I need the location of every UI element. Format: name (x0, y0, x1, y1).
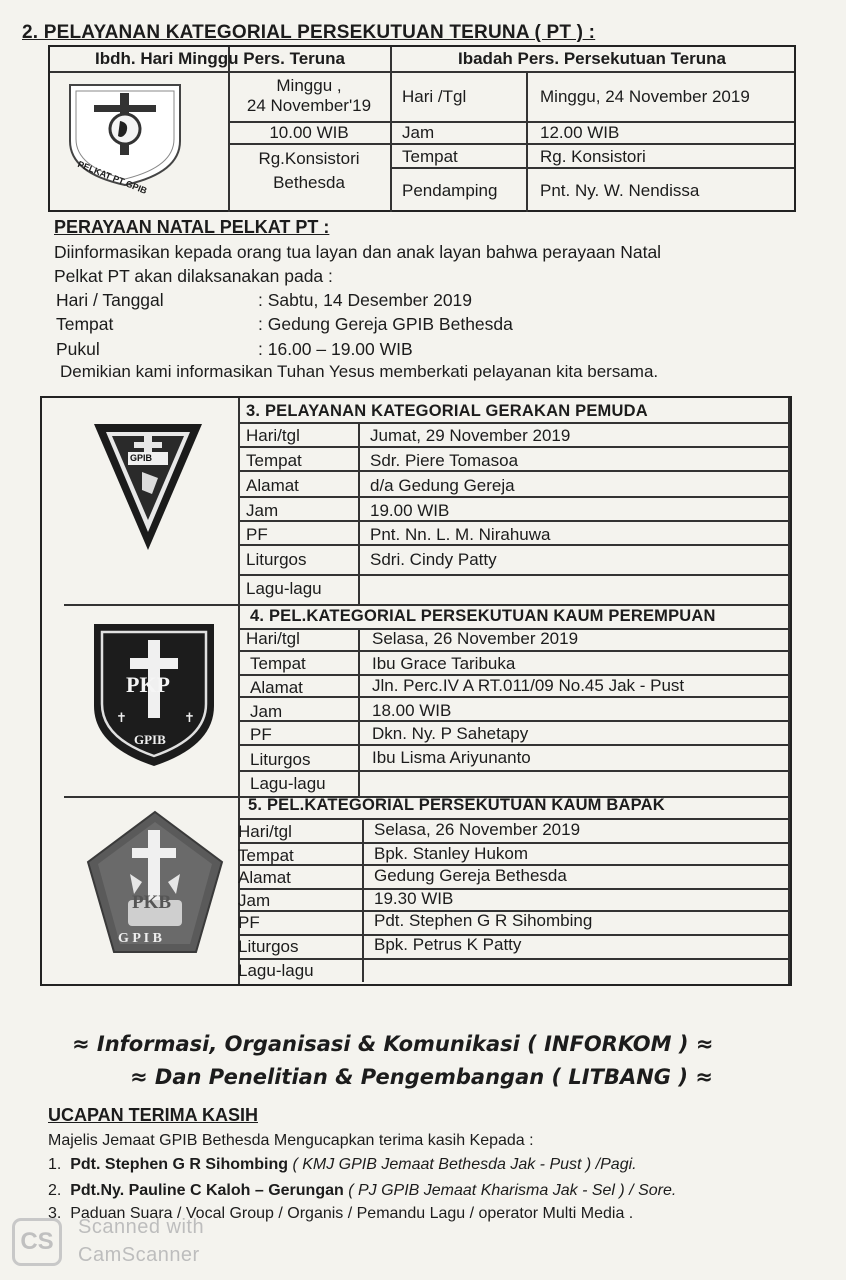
natal-heading: PERAYAAN NATAL PELKAT PT : (54, 217, 330, 237)
gp-row-label: Liturgos (246, 550, 307, 569)
pkb-row-value: Bpk. Stanley Hukom (374, 844, 529, 863)
gp-row-value: d/a Gedung Gereja (370, 476, 515, 495)
pkb-row-label: Tempat (238, 846, 294, 865)
thanks-item (48, 1182, 676, 1200)
pt-minggu-time: 10.00 WIB (269, 123, 349, 142)
natal-row-label: Pukul (56, 339, 100, 359)
inforkom-line2: ≈ Dan Penelitian & Pengembangan ( LITBANG ) ≈ (130, 1065, 713, 1089)
gp-row-label: Jam (246, 501, 279, 520)
pkp-row-value: Dkn. Ny. P Sahetapy (372, 724, 529, 743)
pt-heading: 2. PELAYANAN KATEGORIAL PERSEKUTUAN TERUNA ( PT ) : (22, 22, 596, 43)
pt-minggu-place-line2: Bethesda (273, 173, 345, 192)
pt-minggu-date (228, 76, 390, 116)
pkp-logo-text: PKP (126, 672, 170, 697)
pt-row-label: Pendamping (402, 181, 498, 200)
gp-row-label: Lagu-lagu (246, 579, 322, 598)
pkp-row-label: Liturgos (250, 750, 311, 769)
thanks-item-name: Pdt. Stephen G R Sihombing (70, 1156, 289, 1173)
thanks-item-num: 2. (48, 1182, 62, 1199)
watermark-line2: CamScanner (78, 1244, 200, 1266)
pkb-row-value: Selasa, 26 November 2019 (374, 820, 581, 839)
gerakan-pemuda-logo-icon (92, 420, 204, 552)
pkp-heading: 4. PEL.KATEGORIAL PERSEKUTUAN KAUM PEREMPUAN (250, 607, 716, 625)
pkp-logo-sub: GPIB (134, 732, 166, 747)
natal-intro-line2: Pelkat PT akan dilaksanakan pada : (54, 266, 333, 286)
gp-row-value: Sdr. Piere Tomasoa (370, 451, 519, 470)
pkp-row-label: Jam (250, 702, 283, 721)
pt-table (48, 45, 796, 212)
pkp-row-value: Jln. Perc.IV A RT.011/09 No.45 Jak - Pust (372, 676, 685, 695)
natal-row-value: : Sabtu, 14 Desember 2019 (258, 290, 473, 310)
pt-row-label: Tempat (402, 147, 458, 166)
pkp-row-value: Ibu Lisma Ariyunanto (372, 748, 531, 767)
pt-row-value: 12.00 WIB (540, 123, 620, 142)
pt-minggu-date-line2: 24 November'19 (246, 96, 372, 115)
thanks-item-num: 3. (48, 1205, 62, 1222)
pkb-row-label: Hari/tgl (238, 822, 292, 841)
gp-row-label: Tempat (246, 451, 302, 470)
svg-text:✝: ✝ (184, 710, 195, 725)
pt-row-label: Jam (402, 123, 435, 142)
natal-row-label: Hari / Tanggal (56, 290, 164, 310)
thanks-intro: Majelis Jemaat GPIB Bethesda Mengucapkan terima kasih Kepada : (48, 1132, 534, 1149)
inforkom-line1: ≈ Informasi, Organisasi & Komunikasi ( INFORKOM ) ≈ (72, 1032, 714, 1056)
pkb-row-value: 19.30 WIB (374, 889, 454, 908)
gp-row-label: Hari/tgl (246, 426, 300, 445)
svg-text:✝: ✝ (116, 710, 127, 725)
thanks-item (48, 1156, 637, 1174)
thanks-item-role: ( KMJ GPIB Jemaat Bethesda Jak - Pust ) /Pagi. (288, 1156, 637, 1173)
thanks-item-name: Pdt.Ny. Pauline C Kaloh – Gerungan (70, 1182, 344, 1199)
pt-row-label: Hari /Tgl (402, 87, 467, 106)
pt-minggu-place (228, 147, 390, 195)
pkb-row-value: Pdt. Stephen G R Sihombing (374, 911, 593, 930)
thanks-item-num: 1. (48, 1156, 62, 1173)
pt-left-header: Ibdh. Hari Minggu Pers. Teruna (95, 49, 345, 68)
pkb-row-label: Lagu-lagu (238, 961, 314, 980)
gp-row-label: Alamat (246, 476, 299, 495)
pt-row-value: Minggu, 24 November 2019 (540, 87, 750, 106)
thanks-item-role: ( PJ GPIB Jemaat Kharisma Jak - Sel ) / Sore. (343, 1182, 677, 1199)
pkp-row-value: Selasa, 26 November 2019 (372, 629, 579, 648)
pkb-row-value: Bpk. Petrus K Patty (374, 935, 522, 954)
pt-row-value: Rg. Konsistori (540, 147, 646, 166)
camscanner-logo-icon: CS (12, 1218, 62, 1266)
gp-logo-text: GPIB (130, 453, 153, 463)
pkb-heading: 5. PEL.KATEGORIAL PERSEKUTUAN KAUM BAPAK (248, 796, 665, 814)
natal-row-label: Tempat (56, 314, 114, 334)
pkb-row-label: PF (238, 913, 260, 932)
pkp-row-label: PF (250, 725, 272, 744)
thanks-item-role: Paduan Suara / Vocal Group / Organis / Pemandu Lagu / operator Multi Media . (70, 1205, 634, 1222)
natal-row-value: : Gedung Gereja GPIB Bethesda (258, 314, 513, 334)
gp-row-label: PF (246, 525, 268, 544)
pkb-logo-sub: G P I B (118, 931, 162, 946)
gp-row-value: Sdri. Cindy Patty (370, 550, 497, 569)
gp-row-value: Pnt. Nn. L. M. Nirahuwa (370, 525, 551, 544)
watermark-line1: Scanned with (78, 1216, 205, 1238)
pkb-row-label: Liturgos (238, 937, 299, 956)
natal-closing: Demikian kami informasikan Tuhan Yesus memberkati pelayanan kita bersama. (60, 362, 659, 381)
pt-minggu-place-line1: Rg.Konsistori (258, 149, 360, 168)
pkp-row-label: Hari/tgl (246, 629, 300, 648)
pkb-row-value: Gedung Gereja Bethesda (374, 866, 567, 885)
pkp-row-value: Ibu Grace Taribuka (372, 654, 516, 673)
pkb-row-label: Jam (238, 891, 271, 910)
gp-row-value: Jumat, 29 November 2019 (370, 426, 571, 445)
pkp-row-label: Tempat (250, 654, 306, 673)
pt-minggu-date-line1: Minggu , (276, 76, 342, 95)
thanks-heading: UCAPAN TERIMA KASIH (48, 1105, 258, 1125)
gp-row-value: 19.00 WIB (370, 501, 450, 520)
pkp-row-label: Lagu-lagu (250, 774, 326, 793)
categorical-block (40, 396, 792, 986)
pkb-row-label: Alamat (238, 868, 291, 887)
natal-intro-line1: Diinformasikan kepada orang tua layan dan anak layan bahwa perayaan Natal (54, 242, 662, 262)
pt-row-value: Pnt. Ny. W. Nendissa (540, 181, 700, 200)
gp-heading: 3. PELAYANAN KATEGORIAL GERAKAN PEMUDA (246, 402, 648, 420)
pelkat-pt-logo-text: PELKAT PT GPIB (76, 159, 149, 196)
pt-right-header: Ibadah Pers. Persekutuan Teruna (458, 49, 726, 68)
pkb-logo-text: PKB (132, 892, 172, 913)
pkp-row-value: 18.00 WIB (372, 701, 452, 720)
pkp-row-label: Alamat (250, 678, 303, 697)
natal-row-value: : 16.00 – 19.00 WIB (258, 339, 413, 359)
